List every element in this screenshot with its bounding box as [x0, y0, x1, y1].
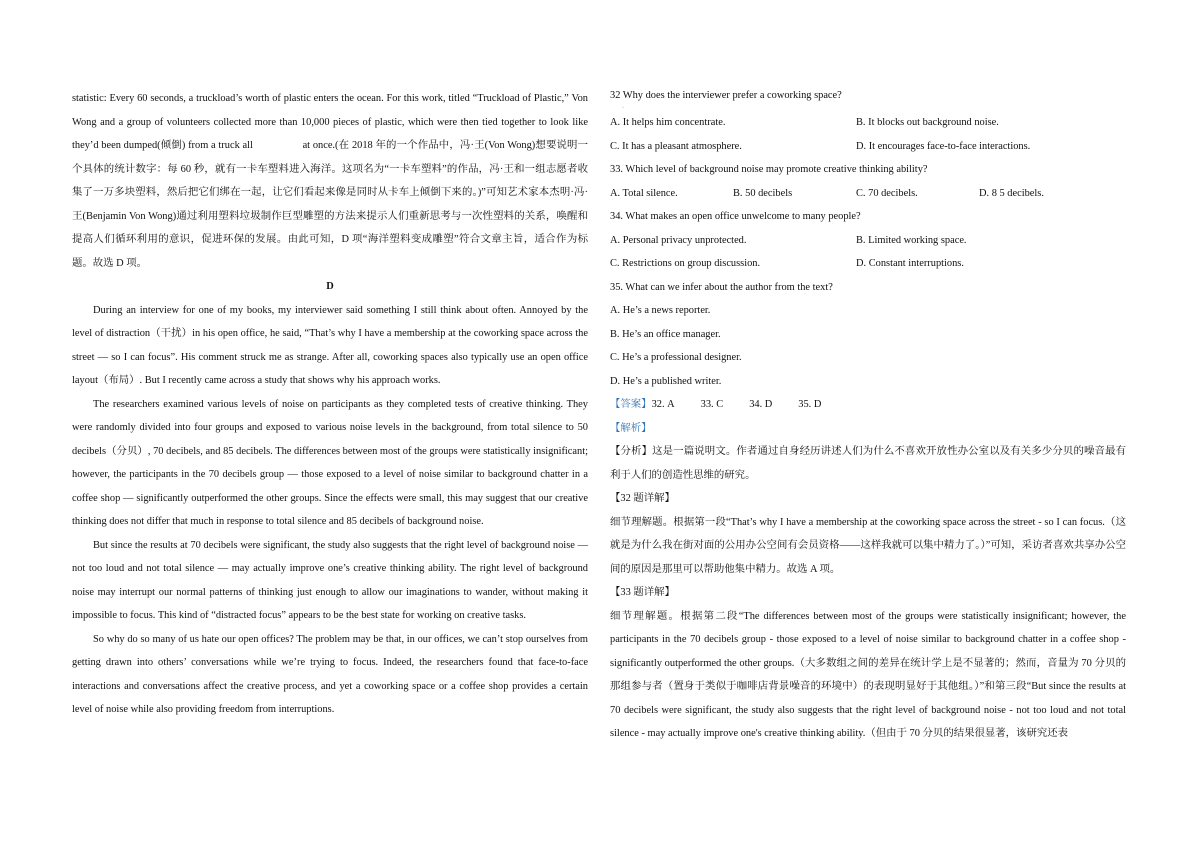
- option-a: A. It helps him concentrate.: [610, 117, 726, 128]
- option-b: B. 50 decibels: [733, 187, 793, 199]
- q32-heading: 【32 题详解】: [610, 493, 675, 504]
- question-34: [610, 205, 1126, 276]
- option-row: [610, 323, 1126, 347]
- option-row: [610, 370, 1126, 394]
- question-35: [610, 276, 1126, 394]
- passage-paragraph-3: But since the results at 70 decibels were significant, the study also suggests that the right level of background noise — not too loud and not total silence — may actually improve one’s creative thinking ability. The right level of background noise may interrupt our normal patterns of thinking just enough to allow our imaginations to wander, without making it impossible to focus. This kind of “distracted focus” appears to be the best state for working on creative tasks.: [72, 539, 588, 621]
- option-d: D. It encourages face-to-face interactions.: [856, 140, 1031, 152]
- option-b: B. He’s an office manager.: [610, 328, 721, 340]
- option-b: B. It blocks out background noise.: [856, 117, 999, 128]
- passage-paragraph-1: During an interview for one of my books, my interviewer said something I still think about often. Annoyed by the level of distraction（干扰）in his open office, he said, “That’s why I have a membership at the coworking space across the street — so I can focus”. His comment struck me as strange. After all, coworking spaces also typically use an open office layout（布局）. But I recently came across a study that shows why his approach works.: [72, 304, 588, 386]
- right-column: [610, 87, 1126, 746]
- answer-item: 32. A: [651, 399, 675, 410]
- answer-item: 35. D: [798, 399, 822, 410]
- option-row: [610, 111, 1126, 135]
- q33-heading: 【33 题详解】: [610, 587, 675, 598]
- q33-explanation: 细节理解题。根据第二段“The differences between most of the groups were statistically insignificant; however, the participants in the 70 decibels group - those exposed to a level of noise similar to background chatter in a coffee shop - significantly outperformed the other groups.（大多数组之间的差异在统计学上是不显著的；然而，音量为 70 分贝的那组参与者（置身于类似于咖啡店背景噪音的环境中）的表现明显好于其他组。）”和第三段“But since the results at 70 decibels were significant, the study also suggests that the right level of background noise - not too loud and not total silence - may actually improve one's creative thinking ability.（但由于 70 分贝的结果很显著，该研究还表: [610, 610, 1126, 739]
- analysis-summary: 【分析】这是一篇说明文。作者通过自身经历讲述人们为什么不喜欢开放性办公室以及有关多少分贝的噪音最有利于人们的创造性思维的研究。: [610, 446, 1126, 481]
- option-d: D. 8 5 decibels.: [979, 187, 1044, 199]
- question-stem: 35. What can we infer about the author from the text?: [610, 281, 833, 293]
- option-c: C. Restrictions on group discussion.: [610, 258, 761, 269]
- option-d: D. He’s a published writer.: [610, 375, 722, 387]
- question-stem: 32 Why does the interviewer prefer a coworking space?: [610, 90, 842, 101]
- dot-mark: ·: [622, 105, 624, 111]
- question-32: [610, 87, 1126, 158]
- option-a: A. Personal privacy unprotected.: [610, 234, 747, 246]
- option-a: A. Total silence.: [610, 187, 678, 199]
- option-c: C. 70 decibels.: [856, 187, 918, 199]
- option-row: [610, 135, 1126, 159]
- q32-explanation: 细节理解题。根据第一段“That’s why I have a membership at the coworking space across the street - so I can focus.（这就是为什么我在街对面的公用办公空间有会员资格——这样我就可以集中精力了。）”可知，采访者喜欢共享办公空间的原因是那里可以帮助他集中精力。故选 A 项。: [610, 516, 1126, 575]
- passage-paragraph-4: So why do so many of us hate our open offices? The problem may be that, in our offices, we can’t stop ourselves from getting drawn into others’ conversations while we’re trying to focus. Indeed, the researchers found that face-to-face interactions and conversations affect the creative process, and yet a coworking space or a coffee shop provides a certain level of noise while also providing freedom from interruptions.: [72, 633, 588, 715]
- option-c: C. It has a pleasant atmosphere.: [610, 140, 742, 152]
- option-row: [610, 252, 1126, 276]
- option-row: [610, 182, 1126, 206]
- answer-line: [610, 393, 1126, 417]
- option-row: [610, 299, 1126, 323]
- answer-item: 33. C: [700, 399, 724, 410]
- option-d: D. Constant interruptions.: [856, 258, 964, 269]
- passage-paragraph-2: The researchers examined various levels of noise on participants as they completed tests of creative thinking. They were randomly divided into four groups and exposed to various noise levels in the background, from total silence to 50 decibels（分贝）, 70 decibels, and 85 decibels. The differences between most of the groups were statistically insignificant; however, the participants in the 70 decibels group — those exposed to a level of noise similar to background chatter in a coffee shop — significantly outperformed the other groups. Since the effects were small, this may suggest that our creative thinking does not differ that much in response to total silence and 85 decibels of background noise.: [72, 398, 588, 527]
- question-stem: 34. What makes an open office unwelcome to many people?: [610, 211, 861, 222]
- intro-paragraph: statistic: Every 60 seconds, a truckload’s worth of plastic enters the ocean. For this work, titled “Truckload of Plastic,” Von Wong and a group of volunteers collected more than 10,000 pieces of plastic, which were then tied together to look like they’d been dumped(倾倒) from a truck all at once.(在 2018 年的一个作品中，冯·王(Von Wong)想要说明一个具体的统计数字：每 60 秒，就有一卡车塑料进入海洋。这项名为“一卡车塑料”的作品，冯·王和一组志愿者收集了一万多块塑料，然后把它们绑在一起，让它们看起来像是同时从卡车上倾倒下来的。)”可知艺术家本杰明·冯·王(Benjamin Von Wong)通过利用塑料垃圾制作巨型雕塑的方法来提示人们重新思考与一次性塑料的关系，唤醒和提高人们循环利用的意识，促进环保的发展。由此可知，D 项“海洋塑料变成雕塑”符合文章主旨，适合作为标题。故选 D 项。: [72, 93, 591, 269]
- option-row: [610, 346, 1126, 370]
- question-stem: 33. Which level of background noise may promote creative thinking ability?: [610, 164, 928, 175]
- analysis-label: 【解析】: [610, 422, 652, 434]
- section-heading: D: [326, 281, 334, 292]
- option-c: C. He’s a professional designer.: [610, 352, 742, 363]
- option-row: [610, 229, 1126, 253]
- question-33: [610, 158, 1126, 205]
- option-a: A. He’s a news reporter.: [610, 305, 711, 316]
- option-b: B. Limited working space.: [856, 234, 967, 246]
- left-column: [72, 87, 591, 722]
- answer-label: 【答案】: [610, 399, 652, 410]
- answer-item: 34. D: [749, 399, 773, 410]
